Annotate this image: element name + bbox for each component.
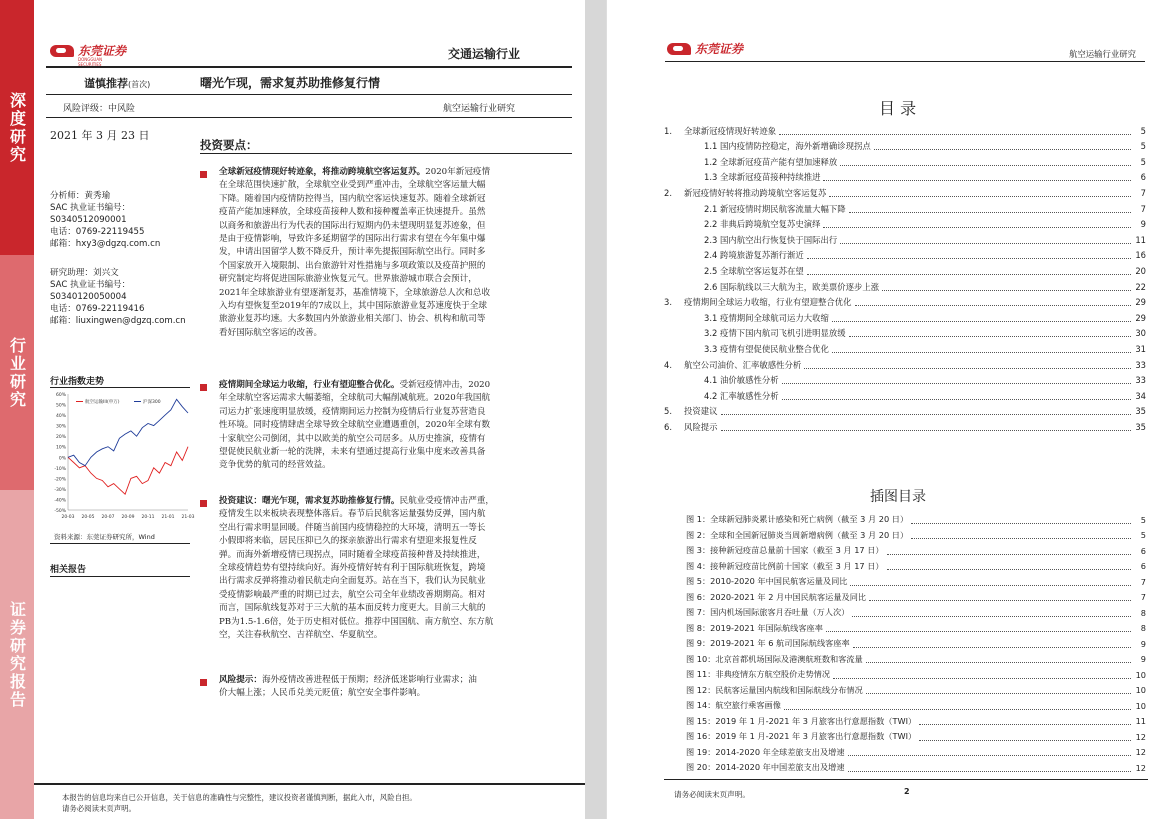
- figure-entry-label: 图 11：非典疫情东方航空股价走势情况: [686, 669, 831, 679]
- toc-leader: [829, 189, 1131, 197]
- x-tick-label: 21-03: [181, 515, 195, 520]
- figure-entry-label: 图 20：2014-2020 年中国差旅支出及增速: [686, 762, 845, 772]
- report-type: 航空运输行业研究: [443, 104, 516, 114]
- logo-icon: [50, 45, 74, 57]
- toc-entry[interactable]: [664, 389, 1146, 402]
- toc-entry-label: 2.1 新冠疫情时期民航客流量大幅下降: [704, 203, 846, 214]
- toc-entry-label: 2.2 非典后跨境航空复苏史演绎: [704, 219, 821, 230]
- toc-entry-page: 6: [1140, 172, 1146, 183]
- bullet-marker: [200, 500, 207, 507]
- toc-leader: [807, 251, 1131, 259]
- toc-entry-label: 投资建议: [684, 406, 718, 417]
- figure-entry-page: 12: [1135, 731, 1146, 742]
- toc-entry[interactable]: [664, 264, 1146, 277]
- toc-leader: [855, 298, 1132, 306]
- y-tick-label: 60%: [55, 393, 66, 398]
- toc-entry-label: 风险提示: [684, 421, 718, 432]
- figure-entry[interactable]: [686, 575, 1146, 588]
- figure-entry-label: 图 2：全球和全国新冠肺炎当周新增病例（截至 3 月 20 日）: [686, 529, 909, 540]
- figure-entry[interactable]: [686, 560, 1146, 573]
- figure-entry-page: 5: [1140, 530, 1146, 540]
- toc-entry-number: 5.: [664, 406, 672, 417]
- figure-entry[interactable]: [686, 730, 1146, 743]
- related-reports-rule: [50, 576, 190, 577]
- risk-rating: 风险评级：中风险: [63, 104, 136, 114]
- figure-entry-page: 12: [1135, 747, 1146, 757]
- toc-entry[interactable]: [664, 171, 1146, 184]
- figure-entry-page: 7: [1140, 592, 1146, 602]
- toc-leader: [779, 127, 1131, 135]
- x-tick-label: 20-03: [61, 515, 75, 520]
- toc-entry[interactable]: [664, 218, 1146, 231]
- toc-entry[interactable]: [664, 358, 1146, 371]
- analyst-1-info: 分析师：黄秀瑜 SAC 执业证书编号： S0340512090001 电话：0769-22119455 邮箱：hxy3@dgzq.com.cn: [50, 191, 161, 249]
- chart-title-rule: [50, 387, 190, 388]
- toc-entry-label: 全球新冠疫情现好转迹象: [684, 125, 777, 136]
- figure-entry-label: 图 7：国内机场国际旅客月吞吐量（万人次）: [686, 607, 850, 617]
- toc-entry-label: 2.3 国内航空出行恢复快于国际出行: [704, 234, 838, 245]
- toc-entry-label: 新冠疫情好转将推动跨境航空客运复苏: [684, 187, 827, 198]
- chart-title: 行业指数走势: [50, 377, 105, 387]
- figure-entry-page: 7: [1140, 576, 1146, 587]
- paragraph-covid-recovery: 全球新冠疫情现好转迹象，将推动跨境航空客运复苏。2020年新冠疫情 在全球范围快速扩散，全球航空业受到严重冲击，全球航空客运量大幅 下降。随着国内疫情防控得当，国内航空客运快速复苏。随着全球新冠 疫苗产能加速释放，全球疫苗接种人数和接种覆盖率正快速提升。虽然 以商务和旅游出行为代表的国际出行短期内仍未望现明显复苏迹象，但 是由于疫情影响，导致许多延期留学的国际出行需求有望在今年集中爆 发，申请出国留学人数不降反升，预计率先提振国际航空出行。同时多 个国家放开入境限制、出台旅游针对性措施与多项政策以及疫苗护照的 研究制定均将促进国际旅游业恢复元气。世界旅游城市联合会预计， 2021年全球旅游业有望逐渐复苏，基准情境下，全球旅游总人次和总收 入均有望恢复至2019年的7成以上，其中国际旅游业复苏速度快于全球 旅游业复苏均速。大多数国内外旅游业相关部门、协会、机构和航司等 看好国际航空客运的改善。: [219, 167, 491, 338]
- figure-entry-page: 9: [1140, 654, 1146, 664]
- figure-entry-label: 图 9：2019-2021 年 6 航司国际航线客座率: [686, 638, 850, 648]
- legend-label: 航空运输III(申万): [85, 400, 120, 405]
- figure-entry[interactable]: [686, 591, 1146, 604]
- toc-entry-page: 34: [1135, 390, 1146, 401]
- toc-leader: [804, 361, 1131, 369]
- rating-label: 谨慎推荐(首次): [84, 77, 151, 90]
- toc-entry-label: 疫情期间全球运力收缩，行业有望迎整合优化: [684, 297, 852, 308]
- figure-entry[interactable]: [686, 699, 1146, 712]
- subheader-rule: [46, 117, 572, 118]
- toc-entry[interactable]: [664, 280, 1146, 293]
- figure-entry[interactable]: [686, 622, 1146, 635]
- figure-leader: [866, 655, 1131, 663]
- toc-entry-label: 2.6 国际航线以三大航为主，欧美票价逐步上涨: [704, 281, 880, 292]
- toc-entry[interactable]: [664, 233, 1146, 246]
- figure-leader: [887, 562, 1131, 570]
- toc-entry-number: 3.: [664, 297, 672, 308]
- report-cover-page: [0, 0, 585, 819]
- disclaimer: 本报告的信息均来自已公开信息，关于信息的准确性与完整性，建议投资者谨慎判断，据此入市，风险自担。 请务必阅读末页声明。: [62, 793, 417, 813]
- side-label-industry-research: 行业研究: [0, 255, 34, 490]
- toc-entry-number: 4.: [664, 359, 672, 370]
- figure-leader: [852, 609, 1131, 617]
- paragraph-capacity-shrink: 疫情期间全球运力收缩，行业有望迎整合优化。受新冠疫情冲击，2020 年全球航空客运需求大幅萎缩，全球航司大幅削减航班。2020年我国航 司运力扩张速度明显放缓，疫情期间运力控制为疫情后行业复苏营造良 性环境。同时疫情肆虐全球导致全球航空业遭遇重创，2020年全球有数 十家航空公司倒闭，其中以欧美的航空公司居多。从历史推演，疫情有 望促使民航业新一轮的洗牌，未来有望通过提高行业集中度来改善具备 竞争优势的航司的经营效益。: [219, 380, 491, 471]
- figure-entry-label: 图 14：航空旅行乘客画像: [686, 700, 781, 710]
- toc-entry[interactable]: [664, 342, 1146, 355]
- figure-list-title: 插图目录: [870, 489, 926, 505]
- toc-entry[interactable]: [664, 374, 1146, 387]
- toc-entry[interactable]: [664, 311, 1146, 324]
- series-line: [68, 399, 188, 465]
- toc-leader: [832, 314, 1131, 322]
- toc-entry[interactable]: [664, 249, 1146, 262]
- figure-leader: [866, 686, 1131, 694]
- report-date: 2021 年 3 月 23 日: [50, 129, 150, 142]
- figure-leader: [784, 702, 1131, 710]
- y-tick-label: 0%: [58, 456, 66, 462]
- figure-entry-page: 8: [1140, 623, 1146, 633]
- figure-entry-page: 9: [1140, 638, 1146, 649]
- toc-entry-page: 33: [1135, 375, 1146, 386]
- toc-title: 目 录: [879, 99, 917, 118]
- figure-entry-label: 图 8：2019-2021 年国际航线客座率: [686, 622, 823, 633]
- toc-leader: [832, 345, 1131, 353]
- toc-entry-number: 6.: [664, 421, 672, 432]
- chart-source: 资料来源：东莞证券研究所，Wind: [54, 533, 155, 541]
- bullet-marker: [200, 679, 207, 686]
- figure-entry[interactable]: [686, 761, 1146, 774]
- toc-leader: [823, 220, 1131, 228]
- figure-leader: [848, 764, 1131, 772]
- toc-entry-label: 2.4 跨境旅游复苏渐行渐近: [704, 250, 804, 261]
- figure-entry-label: 图 6：2020-2021 年 2 月中国民航客运量及同比: [686, 591, 867, 602]
- bullet-marker: [200, 384, 207, 391]
- figure-leader: [853, 640, 1131, 648]
- toc-entry[interactable]: [664, 405, 1146, 418]
- toc-entry-page: 7: [1140, 187, 1146, 198]
- figure-entry[interactable]: [686, 637, 1146, 650]
- toc-leader: [849, 329, 1131, 337]
- page-gutter: [585, 0, 606, 819]
- toc-entry-page: 16: [1135, 250, 1146, 261]
- figure-entry[interactable]: [686, 513, 1146, 526]
- y-tick-label: 10%: [55, 445, 66, 451]
- figure-entry-page: 6: [1140, 561, 1146, 571]
- chart-bottom-rule: [50, 543, 190, 544]
- figure-entry-label: 图 1：全球新冠肺炎累计感染和死亡病例（截至 3 月 20 日）: [686, 514, 909, 524]
- section-title-rule: [200, 153, 572, 154]
- toc-leader: [807, 267, 1131, 275]
- x-tick-label: 20-05: [81, 515, 95, 520]
- toc-entry-label: 4.2 汇率敏感性分析: [704, 390, 779, 401]
- y-tick-label: -50%: [54, 509, 66, 514]
- figure-entry-label: 图 16：2019 年 1 月-2021 年 3 月旅客出行意愿指数（TWI）: [686, 731, 917, 741]
- figure-entry[interactable]: [686, 668, 1146, 681]
- figure-entry-label: 图 3：接种新冠疫苗总量前十国家（截至 3 月 17 日）: [686, 545, 884, 555]
- figure-leader: [826, 624, 1131, 632]
- bullet-marker: [200, 171, 207, 178]
- figure-leader: [911, 516, 1131, 524]
- toc-entry-page: 29: [1135, 297, 1146, 308]
- figure-leader: [869, 593, 1131, 601]
- toc-entry-page: 22: [1135, 281, 1146, 292]
- figure-entry[interactable]: [686, 715, 1146, 728]
- toc-leader: [882, 283, 1131, 291]
- figure-leader: [919, 733, 1131, 741]
- figure-entry-page: 10: [1135, 685, 1146, 695]
- figure-entry-page: 10: [1135, 700, 1146, 711]
- y-tick-label: -40%: [54, 498, 66, 504]
- toc-leader: [782, 376, 1131, 384]
- toc-entry[interactable]: [664, 202, 1146, 215]
- figure-entry[interactable]: [686, 653, 1146, 666]
- footer-note: 请务必阅读末页声明。: [674, 790, 750, 799]
- toc-entry-number: 2.: [664, 187, 672, 198]
- legend-label: 沪深300: [143, 400, 161, 405]
- analyst-2-info: 研究助理：刘兴文 SAC 执业证书编号： S0340120050004 电话：0769-22119416 邮箱：liuxingwen@dgzq.com.cn: [50, 268, 186, 326]
- x-tick-label: 20-11: [141, 515, 155, 520]
- paragraph-risk: 风险提示：海外疫情改善进程低于预期；经济低迷影响行业需求；油 价大幅上涨；人民币兑美元贬值；航空安全事件影响。: [219, 675, 477, 699]
- paragraph-investment-advice: 投资建议：曙光乍现，需求复苏助推修复行情。民航业受疫情冲击严重， 疫情发生以来板块表现整体落后。春节后民航客运量强势反弹，国内航 空出行需求明显回暖。伴随当前国内疫情稳控的大环境，清明五一等长 小假即将来临，居民压抑已久的探亲旅游出行需求有望迎来报复性反 弹。而海外新增疫情已现拐点，同时随着全球疫苗接种普及持续推进， 全球疫情趋势有望持续向好。海外疫情好转有利于国际航班恢复，跨境 出行需求反弹将推动着民航走向全面复苏。站在当下，我们认为民航业 受疫情影响最严重的时期已过去，航空公司全年业绩改善期期高。相对 而言，国际航线复苏对于三大航的基本面反转力度更大。目前三大航的 PB为1.5-1.6倍，处于历史相对低位。推荐中国国航、南方航空、东方航 空，关注春秋航空、吉祥航空、华夏航空。: [219, 496, 495, 641]
- toc-entry-page: 33: [1135, 359, 1146, 370]
- figure-leader: [919, 717, 1131, 725]
- figure-entry[interactable]: [686, 746, 1146, 759]
- toc-entry-page: 31: [1135, 343, 1146, 354]
- y-tick-label: -20%: [54, 477, 66, 483]
- header-rule: [46, 66, 572, 68]
- header-report-type: 航空运输行业研究: [1069, 49, 1136, 59]
- y-tick-label: -10%: [54, 466, 66, 472]
- toc-leader: [874, 142, 1131, 150]
- company-logo: 东莞证券: [667, 40, 743, 57]
- y-tick-label: -30%: [54, 487, 66, 493]
- headline-rule: [46, 94, 572, 95]
- figure-entry-label: 图 4：接种新冠疫苗比例前十国家（截至 3 月 17 日）: [686, 560, 884, 571]
- side-label-securities-report: 证券研究报告: [0, 490, 34, 819]
- figure-entry[interactable]: [686, 606, 1146, 619]
- toc-entry-label: 1.1 国内疫情防控稳定，海外新增确诊现拐点: [704, 141, 871, 152]
- y-tick-label: 50%: [55, 403, 66, 409]
- figure-entry[interactable]: [686, 529, 1146, 542]
- page-number: 2: [904, 787, 910, 796]
- figure-entry-page: 6: [1140, 545, 1146, 556]
- y-tick-label: 30%: [55, 424, 66, 430]
- x-tick-label: 20-07: [101, 515, 115, 520]
- toc-entry-label: 1.3 全球新冠疫苗接种持续推进: [704, 172, 821, 183]
- figure-entry-label: 图 15：2019 年 1 月-2021 年 3 月旅客出行意愿指数（TWI）: [686, 715, 917, 726]
- toc-entry[interactable]: [664, 420, 1146, 433]
- toc-entry[interactable]: [664, 327, 1146, 340]
- footer-rule: [664, 779, 1148, 780]
- figure-leader: [850, 578, 1131, 586]
- toc-entry-label: 1.2 全球新冠疫苗产能有望加速释放: [704, 156, 838, 167]
- series-line: [68, 447, 188, 495]
- x-tick-label: 20-09: [121, 515, 135, 520]
- figure-entry[interactable]: [686, 544, 1146, 557]
- figure-entry-page: 12: [1135, 762, 1146, 773]
- toc-leader: [840, 236, 1131, 244]
- toc-entry-label: 3.1 疫情期间全球航司运力大收缩: [704, 312, 829, 323]
- figure-entry-label: 图 12：民航客运量国内航线和国际航线分布情况: [686, 684, 863, 695]
- toc-entry-page: 5: [1140, 156, 1146, 167]
- side-label-deep-research: 深度研究: [0, 0, 34, 255]
- figure-entry-label: 图 10：北京首都机场国际及港澳航班数和客流量: [686, 653, 863, 664]
- toc-entry-label: 4.1 油价敏感性分析: [704, 375, 779, 386]
- toc-entry-label: 3.3 疫情有望促使民航业整合优化: [704, 343, 829, 354]
- toc-entry[interactable]: [664, 186, 1146, 199]
- toc-entry-page: 11: [1135, 234, 1146, 245]
- toc-entry-number: 1.: [664, 125, 672, 136]
- toc-entry[interactable]: [664, 296, 1146, 309]
- header-rule: [665, 61, 1145, 62]
- toc-leader: [782, 392, 1131, 400]
- figure-leader: [833, 671, 1131, 679]
- toc-leader: [840, 158, 1131, 166]
- toc-leader: [721, 423, 1132, 431]
- y-tick-label: 40%: [55, 414, 66, 420]
- toc-entry-page: 5: [1140, 141, 1146, 152]
- logo-icon: [667, 43, 691, 55]
- figure-entry-page: 5: [1140, 514, 1146, 525]
- toc-entry-label: 航空公司油价、汇率敏感性分析: [684, 359, 802, 370]
- toc-entry-page: 20: [1135, 265, 1146, 276]
- toc-entry-page: 7: [1140, 203, 1146, 214]
- company-logo: 东莞证券 DONGGUAN SECURITIES: [50, 42, 126, 59]
- toc-leader: [721, 407, 1132, 415]
- figure-entry-label: 图 19：2014-2020 年全球差旅支出及增速: [686, 746, 845, 757]
- figure-leader: [848, 748, 1131, 756]
- toc-entry-page: 30: [1135, 328, 1146, 339]
- figure-entry[interactable]: [686, 684, 1146, 697]
- toc-entry-page: 35: [1135, 421, 1146, 432]
- figure-entry-page: 10: [1135, 669, 1146, 680]
- section-title: 投资要点：: [200, 138, 258, 152]
- toc-entry-page: 35: [1135, 406, 1146, 417]
- toc-leader: [823, 173, 1131, 181]
- industry-title: 交通运输行业: [448, 47, 521, 61]
- toc-entry-page: 29: [1135, 312, 1146, 323]
- toc-entry[interactable]: [664, 155, 1146, 168]
- toc-entry[interactable]: [664, 124, 1146, 137]
- toc-entry-page: 9: [1140, 219, 1146, 230]
- toc-entry-label: 2.5 全球航空客运复苏在望: [704, 265, 804, 276]
- figure-entry-page: 8: [1140, 607, 1146, 618]
- toc-leader: [849, 205, 1131, 213]
- footer-rule: [34, 783, 585, 785]
- figure-entry-page: 11: [1135, 716, 1146, 726]
- y-tick-label: 20%: [55, 435, 66, 441]
- industry-index-chart: [50, 390, 195, 528]
- figure-entry-label: 图 5：2010-2020 年中国民航客运量及同比: [686, 576, 848, 586]
- toc-entry[interactable]: [664, 140, 1146, 153]
- report-headline: 曙光乍现，需求复苏助推修复行情: [200, 76, 381, 90]
- related-reports-title: 相关报告: [50, 565, 87, 575]
- toc-entry-page: 5: [1140, 125, 1146, 136]
- figure-leader: [887, 547, 1131, 555]
- x-tick-label: 21-01: [161, 515, 175, 520]
- figure-leader: [911, 531, 1131, 539]
- toc-entry-label: 3.2 疫情下国内航司飞机引进明显放缓: [704, 328, 846, 339]
